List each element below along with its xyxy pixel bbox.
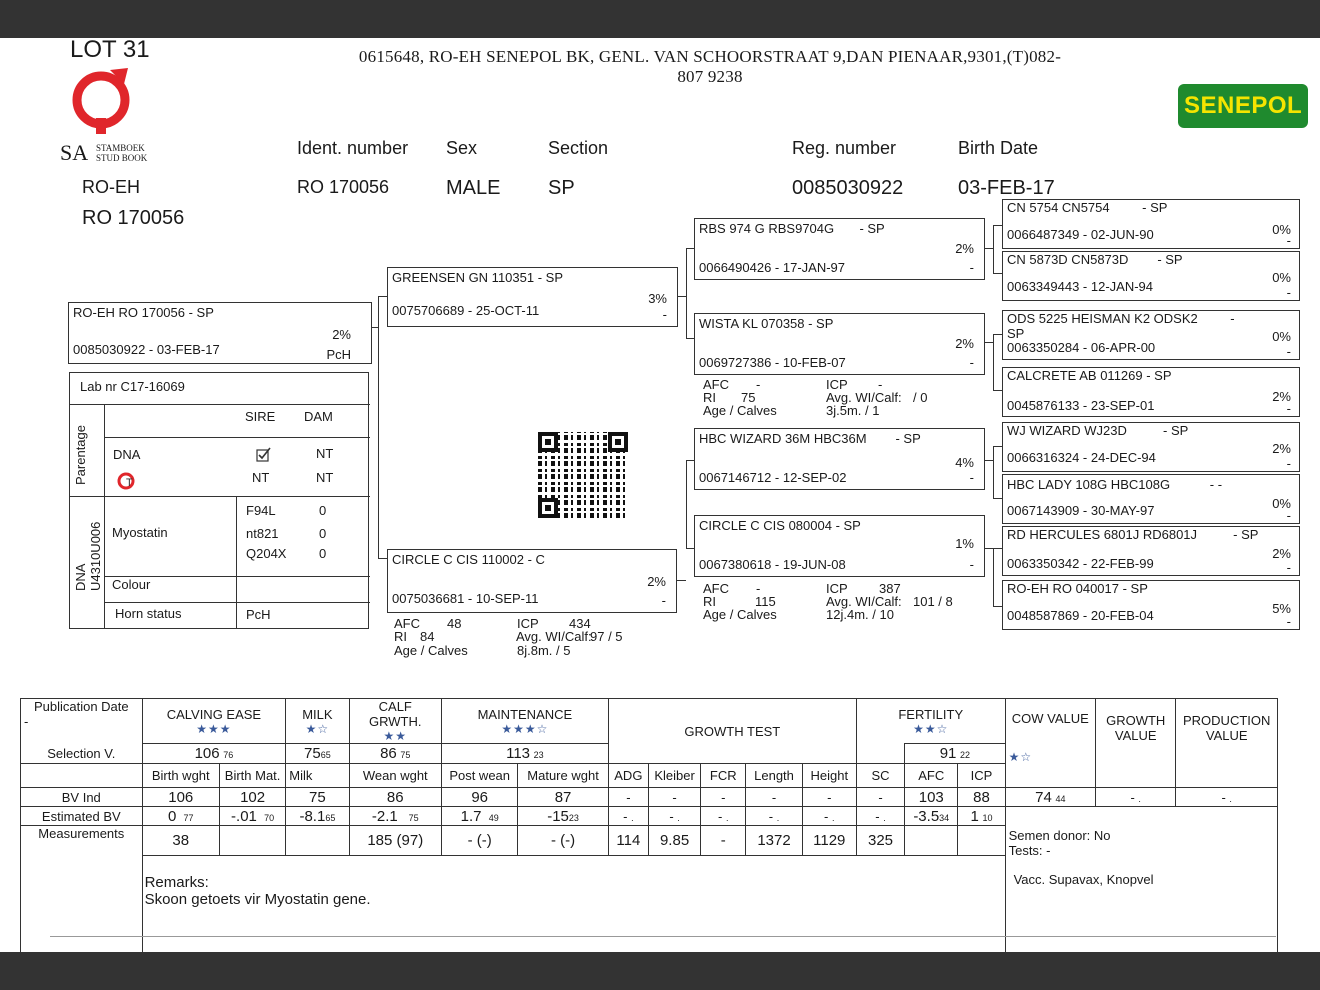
meas-cell: 38 [142, 826, 219, 856]
ggp-box-2 [1002, 251, 1300, 301]
meas-cell: 9.85 [648, 826, 700, 856]
ggp-box-4 [1002, 367, 1300, 417]
remarks-cell [142, 856, 1005, 954]
gp2-age: 12j.4m. / 10 [826, 607, 894, 622]
dam-col-label: DAM [304, 409, 333, 424]
dam-afc-label: AFC [394, 616, 420, 631]
reg-label: Reg. number [792, 138, 897, 158]
gp1-age-label: Age / Calves [703, 403, 777, 418]
meas-cell: - (-) [518, 826, 608, 856]
production-value-header: PRODUCTION VALUE [1176, 699, 1278, 788]
ggp5-name: WJ WIZARD WJ23D - SP [1007, 423, 1189, 438]
column-header-blank [21, 764, 143, 788]
bv-ind-cell: - [746, 788, 802, 807]
dam-age: 8j.8m. / 5 [517, 643, 571, 658]
col-length: Length [746, 764, 802, 788]
meas-cell [286, 826, 349, 856]
subject-status: PcH [326, 347, 351, 362]
col-height: Height [802, 764, 856, 788]
footer-rule [50, 936, 1276, 937]
dam-box [387, 549, 677, 613]
ggp3-name: ODS 5225 HEISMAN K2 ODSK2 - [1007, 311, 1235, 326]
qr-finder-tl [538, 432, 558, 452]
remarks-text: Skoon getoets vir Myostatin gene. [144, 891, 371, 908]
meas-cell: - (-) [441, 826, 517, 856]
dam-dash: - [661, 593, 666, 608]
ggp-box-3 [1002, 310, 1300, 360]
ggp8-name: RO-EH RO 040017 - SP [1007, 581, 1148, 596]
bv-ind-cell: - [802, 788, 856, 807]
col-wean-wght: Wean wght [349, 764, 441, 788]
col-afc: AFC [905, 764, 958, 788]
cow-value-stars: ★☆ [1008, 750, 1033, 764]
est-bv-cell: -.01 70 [219, 807, 285, 826]
ident-value: RO 170056 [297, 177, 390, 197]
bottom-bar [0, 952, 1320, 990]
ggp8-dash: - [1286, 614, 1291, 629]
col-birth-wght: Birth wght [142, 764, 219, 788]
gp2-ri: 115 [755, 594, 776, 609]
gp1-icp-label: ICP [826, 377, 848, 392]
gp1-afc-label: AFC [703, 377, 729, 392]
meas-cell [219, 826, 285, 856]
bv-ind-cell: 86 [349, 788, 441, 807]
subject-pct: 2% [332, 327, 351, 342]
selection-calving: 106 76 [142, 744, 286, 764]
estimated-bv-row [21, 807, 1278, 826]
est-bv-cell: -2.1 75 [349, 807, 441, 826]
col-birth-mat: Birth Mat. [219, 764, 285, 788]
sire-name: GREENSEN GN 110351 - SP [392, 270, 563, 285]
gp2-pct: 2% [955, 336, 974, 351]
gp2-afc-label: AFC [703, 581, 729, 596]
ggp2-dash: - [1286, 285, 1291, 300]
production-value-cell: - . [1176, 788, 1278, 807]
bv-ind-cell: - [648, 788, 700, 807]
remarks-label: Remarks: [144, 874, 209, 891]
selection-label: Selection V. [21, 744, 143, 764]
col-fcr: FCR [701, 764, 746, 788]
gp-box-4 [694, 515, 985, 577]
meas-cell [905, 826, 958, 856]
bv-ind-cell: - [608, 788, 648, 807]
gp4-dash: - [969, 557, 974, 572]
myostatin-q204x-value: 0 [319, 546, 327, 561]
col-sc: SC [856, 764, 904, 788]
gp1-icp: - [878, 377, 883, 392]
sire-dna-value-2: NT [252, 470, 270, 485]
dam-icp-label: ICP [517, 616, 539, 631]
ggp5-pct: 2% [1272, 441, 1291, 456]
bv-ind-cell: 88 [958, 788, 1005, 807]
ggp-box-1 [1002, 199, 1300, 249]
ggp2-name: CN 5873D CN5873D - SP [1007, 252, 1183, 267]
publication-date-value: - [24, 714, 29, 729]
meas-cell: 114 [608, 826, 648, 856]
dam-ri-label: RI [394, 629, 407, 644]
bv-ind-cell: 106 [142, 788, 219, 807]
sire-reg: 0075706689 - 25-OCT-11 [392, 303, 540, 318]
dam-afc: 48 [447, 616, 462, 631]
sire-col-label: SIRE [245, 409, 276, 424]
est-bv-cell: - . [648, 807, 700, 826]
selection-calf: 86 75 [349, 744, 441, 764]
stamboek-text: STAMBOEK [96, 143, 145, 153]
selection-fertility: 91 22 [905, 744, 1005, 764]
ggp8-reg: 0048587869 - 20-FEB-04 [1007, 608, 1154, 623]
est-bv-cell: - . [746, 807, 802, 826]
gp1-ri-label: RI [703, 390, 716, 405]
est-bv-cell: -1523 [518, 807, 608, 826]
dam-age-label: Age / Calves [394, 643, 468, 658]
notes-cell [1005, 826, 1277, 954]
gp-box-2 [694, 313, 985, 375]
dam-name: CIRCLE C CIS 110002 - C [392, 552, 545, 567]
myostatin-f94l-value: 0 [319, 503, 327, 518]
maintenance-stars: ★★★☆ [501, 721, 549, 736]
breeder-address [320, 47, 1100, 87]
gp3-dash: - [969, 470, 974, 485]
gp1-avg: / 0 [913, 390, 928, 405]
col-milk: Milk [286, 764, 349, 788]
animal-prefix: RO-EH [82, 177, 140, 197]
gp-stats-1 [703, 378, 993, 420]
horn-value: PcH [246, 607, 271, 622]
milk-stars: ★☆ [305, 721, 330, 736]
meas-cell: 325 [856, 826, 904, 856]
dam-pct: 2% [647, 574, 666, 589]
growth-test-header: GROWTH TEST [608, 699, 856, 764]
section-value: SP [548, 177, 575, 199]
gp2-reg: 0069727386 - 10-FEB-07 [699, 355, 846, 370]
ggp4-dash: - [1286, 401, 1291, 416]
publication-date-cell [21, 699, 143, 744]
est-bv-cell: 0 77 [142, 807, 219, 826]
ggp7-pct: 2% [1272, 546, 1291, 561]
address-line-1: 0615648, RO-EH SENEPOL BK, GENL. VAN SCHOORSTRAAT 9,DAN PIENAAR,9301,(T)082- [358, 47, 1062, 66]
lab-number: Lab nr C17-16069 [80, 379, 185, 394]
ggp-box-5 [1002, 422, 1300, 472]
bv-ind-cell: 75 [286, 788, 349, 807]
col-mature-wght: Mature wght [518, 764, 608, 788]
gp2-avg-label: Avg. WI/Calf: [826, 594, 902, 609]
milk-header: MILK ★☆ [286, 699, 349, 744]
animal-name: RO 170056 [82, 207, 185, 229]
ggp8-pct: 5% [1272, 601, 1291, 616]
ggp7-dash: - [1286, 560, 1291, 575]
subject-box [68, 302, 372, 364]
dam-icp: 434 [569, 616, 591, 631]
meas-cell [958, 826, 1005, 856]
meas-cell: 1372 [746, 826, 802, 856]
bv-ind-cell: 102 [219, 788, 285, 807]
myostatin-q204x: Q204X [246, 546, 287, 561]
gp4-reg: 0067380618 - 19-JUN-08 [699, 557, 846, 572]
sire-dash: - [662, 307, 667, 322]
dam-avg: 97 / 5 [590, 629, 623, 644]
top-bar [0, 0, 1320, 38]
ggp4-reg: 0045876133 - 23-SEP-01 [1007, 398, 1155, 413]
dam-dna-value-2: NT [316, 470, 334, 485]
semen-donor: Semen donor: No [1008, 827, 1111, 843]
calf-growth-header: CALF GRWTH. ★★ [349, 699, 441, 744]
dam-dna-value: NT [316, 446, 334, 461]
ggp-box-6 [1002, 474, 1300, 524]
meas-cell: 185 (97) [349, 826, 441, 856]
address-line-2: 807 9238 [677, 67, 743, 86]
est-bv-blank [1005, 807, 1277, 826]
senepol-logo-text: SENEPOL [1184, 92, 1303, 119]
dam-avg-label: Avg. WI/Calf: [516, 629, 592, 644]
studbook-text: STUD BOOK [96, 153, 148, 163]
reg-value: 0085030922 [792, 177, 904, 199]
cow-value-cell: 74 44 [1005, 788, 1095, 807]
sex-value: MALE [446, 177, 501, 199]
gp2-afc: - [756, 581, 761, 596]
ggp5-reg: 0066316324 - 24-DEC-94 [1007, 450, 1156, 465]
sa-stamboek-logo [68, 66, 138, 140]
vaccinations: Vacc. Supavax, Knopvel [1013, 871, 1154, 887]
sire-pct: 3% [648, 291, 667, 306]
birth-value: 03-FEB-17 [958, 177, 1055, 199]
gp2-dash: - [969, 355, 974, 370]
subject-name: RO-EH RO 170056 - SP [73, 305, 214, 320]
bv-ind-cell: - [701, 788, 746, 807]
ggp7-name: RD HERCULES 6801J RD6801J - SP [1007, 527, 1259, 542]
ggp2-pct: 0% [1272, 270, 1291, 285]
senepol-logo [1178, 84, 1308, 128]
growth-value-cell: - . [1096, 788, 1176, 807]
gp2-avg: 101 / 8 [913, 594, 953, 609]
checkbox-checked-icon [256, 447, 272, 462]
bv-ind-cell: 87 [518, 788, 608, 807]
calving-ease-stars: ★★★ [196, 721, 232, 736]
ggp1-pct: 0% [1272, 222, 1291, 237]
ggp6-name: HBC LADY 108G HBC108G - - [1007, 477, 1223, 492]
gp1-afc: - [756, 377, 761, 392]
gp1-reg: 0066490426 - 17-JAN-97 [699, 260, 845, 275]
est-bv-cell: - . [856, 807, 904, 826]
dna-side-label: DNA [73, 563, 88, 591]
dna-code: U4310U006 [88, 521, 103, 591]
col-icp: ICP [958, 764, 1005, 788]
gp-box-3 [694, 428, 985, 490]
dam-reg: 0075036681 - 10-SEP-11 [392, 591, 539, 606]
cow-value-header: COW VALUE ★☆ [1005, 699, 1095, 788]
bv-ind-cell: - [856, 788, 904, 807]
ggp4-pct: 2% [1272, 389, 1291, 404]
qr-finder-tr [608, 432, 628, 452]
gp-box-1 [694, 218, 985, 280]
estimated-bv-label: Estimated BV [21, 807, 143, 826]
growth-value-header: GROWTH VALUE [1096, 699, 1176, 788]
gp1-avg-label: Avg. WI/Calf: [826, 390, 902, 405]
est-bv-cell: 1 10 [958, 807, 1005, 826]
ggp6-reg: 0067143909 - 30-MAY-97 [1007, 503, 1155, 518]
ggp7-reg: 0063350342 - 22-FEB-99 [1007, 556, 1154, 571]
ggp6-dash: - [1286, 508, 1291, 523]
gp1-name: RBS 974 G RBS9704G - SP [699, 221, 885, 236]
est-bv-cell: 1.7 49 [441, 807, 517, 826]
selection-fert-blank [856, 744, 904, 764]
selection-milk: 7565 [286, 744, 349, 764]
horn-label: Horn status [115, 606, 182, 621]
myostatin-nt821-value: 0 [319, 526, 327, 541]
ggp-box-8 [1002, 580, 1300, 630]
sa-letters: SA [60, 140, 89, 165]
gt-logo-icon [116, 471, 140, 491]
measurements-label: Measurements [21, 826, 143, 856]
bv-ind-cell: 96 [441, 788, 517, 807]
selection-maintenance: 113 23 [441, 744, 608, 764]
fertility-stars: ★★☆ [913, 721, 949, 736]
est-bv-cell: -3.534 [905, 807, 958, 826]
gp3-name: HBC WIZARD 36M HBC36M - SP [699, 431, 921, 446]
birth-label: Birth Date [958, 138, 1039, 158]
ggp4-name: CALCRETE AB 011269 - SP [1007, 368, 1172, 383]
ggp1-reg: 0066487349 - 02-JUN-90 [1007, 227, 1154, 242]
est-bv-cell: - . [608, 807, 648, 826]
ggp6-pct: 0% [1272, 496, 1291, 511]
calving-ease-header: CALVING EASE ★★★ [142, 699, 286, 744]
gp3-pct: 4% [955, 455, 974, 470]
parentage-label: Parentage [73, 425, 88, 485]
myostatin-f94l: F94L [246, 503, 276, 518]
gp2-ri-label: RI [703, 594, 716, 609]
dna-row-label: DNA [113, 447, 141, 462]
maintenance-header: MAINTENANCE ★★★☆ [441, 699, 608, 744]
gp-stats-2 [703, 582, 993, 624]
ggp3-dash: - [1286, 344, 1291, 359]
bv-ind-row [21, 788, 1278, 807]
ggp2-reg: 0063349443 - 12-JAN-94 [1007, 279, 1153, 294]
ggp-box-7 [1002, 526, 1300, 576]
est-bv-cell: - . [701, 807, 746, 826]
lab-panel [69, 372, 369, 629]
publication-date-label: Publication Date [33, 699, 129, 714]
ggp3-section: SP [1007, 326, 1025, 341]
sex-label: Sex [446, 138, 478, 158]
section-label: Section [548, 138, 609, 158]
gp1-ri: 75 [741, 390, 756, 405]
calf-growth-stars: ★★ [383, 729, 408, 743]
col-post-wean: Post wean [441, 764, 517, 788]
gp2-age-label: Age / Calves [703, 607, 777, 622]
ggp5-dash: - [1286, 456, 1291, 471]
est-bv-cell: - . [802, 807, 856, 826]
gp1-dash: - [969, 260, 974, 275]
gp4-name: CIRCLE C CIS 080004 - SP [699, 518, 861, 533]
measurements-row [21, 826, 1278, 856]
ggp3-pct: 0% [1272, 329, 1291, 344]
dam-ri: 84 [420, 629, 435, 644]
bv-ind-cell: 103 [905, 788, 958, 807]
gp1-pct: 2% [955, 241, 974, 256]
svg-text:T: T [126, 477, 133, 489]
meas-cell: - [701, 826, 746, 856]
lot-number: LOT 31 [70, 36, 150, 63]
est-bv-cell: -8.165 [286, 807, 349, 826]
col-kleiber: Kleiber [648, 764, 700, 788]
gp3-reg: 0067146712 - 12-SEP-02 [699, 470, 847, 485]
sire-box [387, 267, 678, 327]
tests: Tests: - [1008, 842, 1051, 858]
dam-stats [394, 617, 694, 659]
gp2-icp: 387 [879, 581, 901, 596]
gp1-age: 3j.5m. / 1 [826, 403, 880, 418]
meas-cell: 1129 [802, 826, 856, 856]
myostatin-nt821: nt821 [246, 526, 279, 541]
breeding-values-table [20, 698, 1278, 954]
bv-ind-label: BV Ind [21, 788, 143, 807]
col-adg: ADG [608, 764, 648, 788]
gp4-pct: 1% [955, 536, 974, 551]
subject-reg: 0085030922 - 03-FEB-17 [73, 342, 220, 357]
ggp1-dash: - [1286, 233, 1291, 248]
myostatin-label: Myostatin [112, 525, 168, 540]
qr-finder-bl [538, 498, 558, 518]
colour-label: Colour [112, 577, 151, 592]
ident-label: Ident. number [297, 138, 409, 158]
fertility-header: FERTILITY ★★☆ [856, 699, 1005, 744]
gp2-name: WISTA KL 070358 - SP [699, 316, 834, 331]
ggp1-name: CN 5754 CN5754 - SP [1007, 200, 1168, 215]
ggp3-reg: 0063350284 - 06-APR-00 [1007, 340, 1156, 355]
remarks-blank [21, 856, 143, 954]
gp2-icp-label: ICP [826, 581, 848, 596]
